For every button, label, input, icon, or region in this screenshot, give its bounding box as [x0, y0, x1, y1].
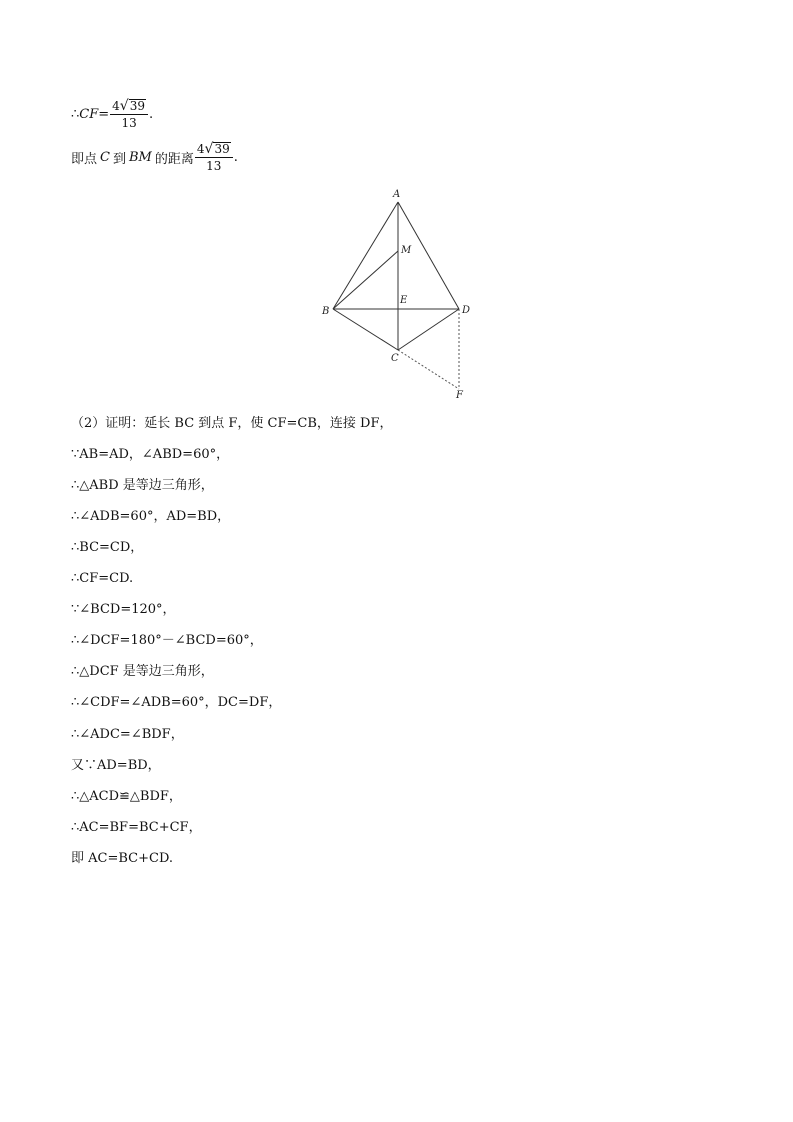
- proof-line-15: 即 AC=BC+CD.: [71, 851, 174, 866]
- distance-fraction-numerator: [195, 142, 233, 158]
- proof-line-5: ∴BC=CD，: [71, 540, 144, 555]
- distance-radicand: 39: [214, 141, 230, 156]
- distance-coefficient: 4: [196, 141, 205, 156]
- sqrt-icon: √: [119, 97, 129, 114]
- label-c: C: [391, 353, 399, 364]
- proof-line-1: （2）证明：延长 BC 到点 F，使 CF=CB，连接 DF，: [71, 416, 393, 431]
- distance-prefix: 即点: [71, 151, 98, 167]
- proof-line-4: ∴∠ADB=60°，AD=BD，: [71, 509, 231, 524]
- proof-line-11: ∴∠ADC=∠BDF，: [71, 727, 184, 742]
- segment-bc: [333, 309, 398, 350]
- label-a: A: [393, 189, 401, 200]
- label-e: E: [400, 295, 408, 306]
- distance-sqrt: [205, 142, 231, 156]
- segment-cf-dashed: [398, 350, 459, 389]
- segment-bm: [333, 251, 398, 309]
- cf-result-line: [71, 94, 153, 134]
- distance-mid: 到: [112, 151, 126, 167]
- cf-fraction: [110, 99, 148, 130]
- proof-line-6: ∴CF=CD.: [71, 571, 134, 586]
- distance-fraction: [195, 142, 233, 173]
- cf-radicand: 39: [129, 98, 145, 113]
- label-b: B: [322, 306, 330, 317]
- geometry-figure: [300, 180, 500, 404]
- sqrt-icon: √: [204, 140, 214, 157]
- distance-fraction-denominator: 13: [206, 158, 222, 173]
- label-m: M: [401, 245, 412, 256]
- period: .: [233, 149, 238, 165]
- cf-variable: CF: [79, 106, 99, 122]
- point-c-ref: C: [100, 149, 110, 165]
- period: .: [149, 106, 154, 122]
- proof-line-2: ∵AB=AD，∠ABD=60°，: [71, 447, 230, 462]
- distance-result-line: [71, 137, 238, 177]
- segment-bm-ref: BM: [128, 149, 152, 165]
- label-f: F: [456, 390, 463, 400]
- proof-line-10: ∴∠CDF=∠ADB=60°，DC=DF，: [71, 695, 282, 710]
- segment-cd: [398, 309, 459, 350]
- equals-sign: =: [98, 106, 110, 122]
- segment-ab: [333, 202, 398, 309]
- cf-sqrt: [120, 99, 146, 113]
- proof-line-8: ∴∠DCF=180°－∠BCD=60°，: [71, 633, 263, 648]
- proof-line-7: ∵∠BCD=120°，: [71, 602, 176, 617]
- cf-coefficient: 4: [112, 98, 120, 113]
- cf-fraction-numerator: [110, 99, 148, 115]
- label-d: D: [462, 305, 471, 316]
- proof-line-12: 又∵AD=BD，: [71, 758, 161, 773]
- therefore-symbol: ∴: [71, 106, 80, 122]
- proof-line-13: ∴△ACD≌△BDF，: [71, 789, 182, 804]
- geometry-diagram: [300, 180, 500, 400]
- distance-suffix: 的距离: [154, 151, 194, 167]
- cf-fraction-denominator: 13: [121, 115, 137, 130]
- proof-line-3: ∴△ABD 是等边三角形，: [71, 478, 214, 493]
- proof-line-9: ∴△DCF 是等边三角形，: [71, 664, 214, 679]
- proof-line-14: ∴AC=BF=BC+CF，: [71, 820, 202, 835]
